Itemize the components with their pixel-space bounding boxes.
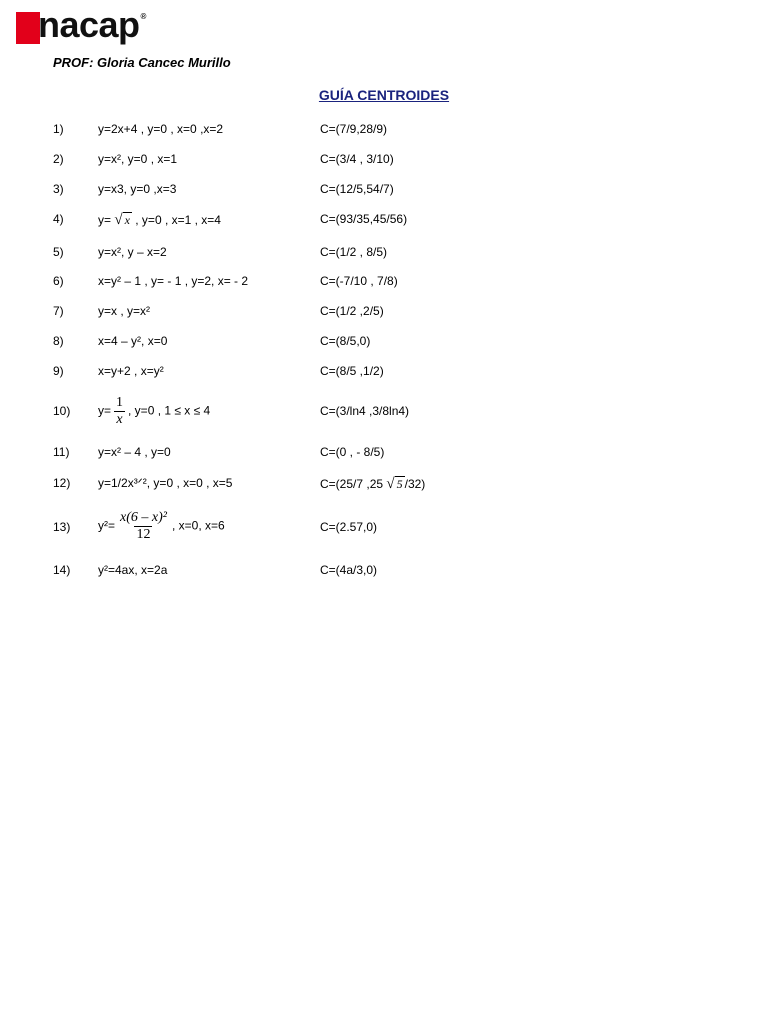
exercise-number: 6) bbox=[53, 274, 64, 288]
exercise-number: 3) bbox=[53, 182, 64, 196]
exercise-answer: C=(25/7 ,25 √ 5 /32) bbox=[320, 476, 426, 492]
exercise-number: 12) bbox=[53, 476, 71, 490]
exercise-number: 4) bbox=[53, 212, 64, 226]
exercise-number: 13) bbox=[53, 520, 71, 534]
exercise-number: 9) bbox=[53, 364, 64, 378]
exercise-equation: x=y² – 1 , y= - 1 , y=2, x= - 2 bbox=[98, 274, 249, 288]
exercise-answer: C=(2.57,0) bbox=[320, 520, 378, 534]
professor-name: PROF: Gloria Cancec Murillo bbox=[53, 55, 231, 70]
exercise-equation: y=x² – 4 , y=0 bbox=[98, 445, 171, 459]
logo-text: nacap® bbox=[38, 4, 146, 45]
exercise-equation: y=x², y – x=2 bbox=[98, 245, 167, 259]
exercise-answer: C=(-7/10 , 7/8) bbox=[320, 274, 398, 288]
exercise-answer: C=(7/9,28/9) bbox=[320, 122, 388, 136]
exercise-answer: C=(1/2 ,2/5) bbox=[320, 304, 384, 318]
exercise-answer: C=(8/5 ,1/2) bbox=[320, 364, 384, 378]
exercise-equation: y=x , y=x² bbox=[98, 304, 151, 318]
page-title: GUÍA CENTROIDES bbox=[318, 87, 450, 103]
fraction: $\frac{\text{x(6 – x)²}}{12}$ bbox=[120, 510, 167, 542]
exercise-equation: y=x3, y=0 ,x=3 bbox=[98, 182, 177, 196]
exercise-number: 8) bbox=[53, 334, 64, 348]
exercise-number: 7) bbox=[53, 304, 64, 318]
exercise-equation: x=4 – y², x=0 bbox=[98, 334, 168, 348]
exercise-equation: x=y+2 , x=y² bbox=[98, 364, 164, 378]
exercise-number: 2) bbox=[53, 152, 64, 166]
exercise-equation: y=1/2x³ᐟ², y=0 , x=0 , x=5 bbox=[98, 476, 233, 490]
exercise-equation: y=2x+4 , y=0 , x=0 ,x=2 bbox=[98, 122, 224, 136]
exercise-equation: y=x², y=0 , x=1 bbox=[98, 152, 178, 166]
square-root: √ 5 bbox=[386, 476, 403, 492]
exercise-number: 10) bbox=[53, 404, 71, 418]
exercise-answer: C=(4a/3,0) bbox=[320, 563, 378, 577]
exercise-number: 14) bbox=[53, 563, 71, 577]
exercise-number: 5) bbox=[53, 245, 64, 259]
logo-mark bbox=[16, 12, 40, 44]
exercise-answer: C=(12/5,54/7) bbox=[320, 182, 394, 196]
exercise-number: 11) bbox=[53, 445, 70, 459]
square-root: √ x bbox=[114, 212, 130, 228]
exercise-equation: y= $\frac{1}{x}$ , y=0 , 1 ≤ x ≤ 4 bbox=[98, 395, 211, 427]
exercise-equation: y= √ x , y=0 , x=1 , x=4 bbox=[98, 212, 221, 228]
exercise-number: 1) bbox=[53, 122, 64, 136]
exercise-equation: y²= $\frac{\text{x(6 – x)²}}{12}$ , x=0, x=6 bbox=[98, 510, 225, 542]
exercise-answer: C=(0 , - 8/5) bbox=[320, 445, 385, 459]
exercise-equation: y²=4ax, x=2a bbox=[98, 563, 168, 577]
fraction: $\frac{1}{x}$ bbox=[116, 395, 124, 427]
exercise-answer: C=(8/5,0) bbox=[320, 334, 371, 348]
exercise-answer: C=(93/35,45/56) bbox=[320, 212, 408, 226]
exercise-answer: C=(3/4 , 3/10) bbox=[320, 152, 394, 166]
exercise-answer: C=(3/ln4 ,3/8ln4) bbox=[320, 404, 410, 418]
exercise-answer: C=(1/2 , 8/5) bbox=[320, 245, 388, 259]
